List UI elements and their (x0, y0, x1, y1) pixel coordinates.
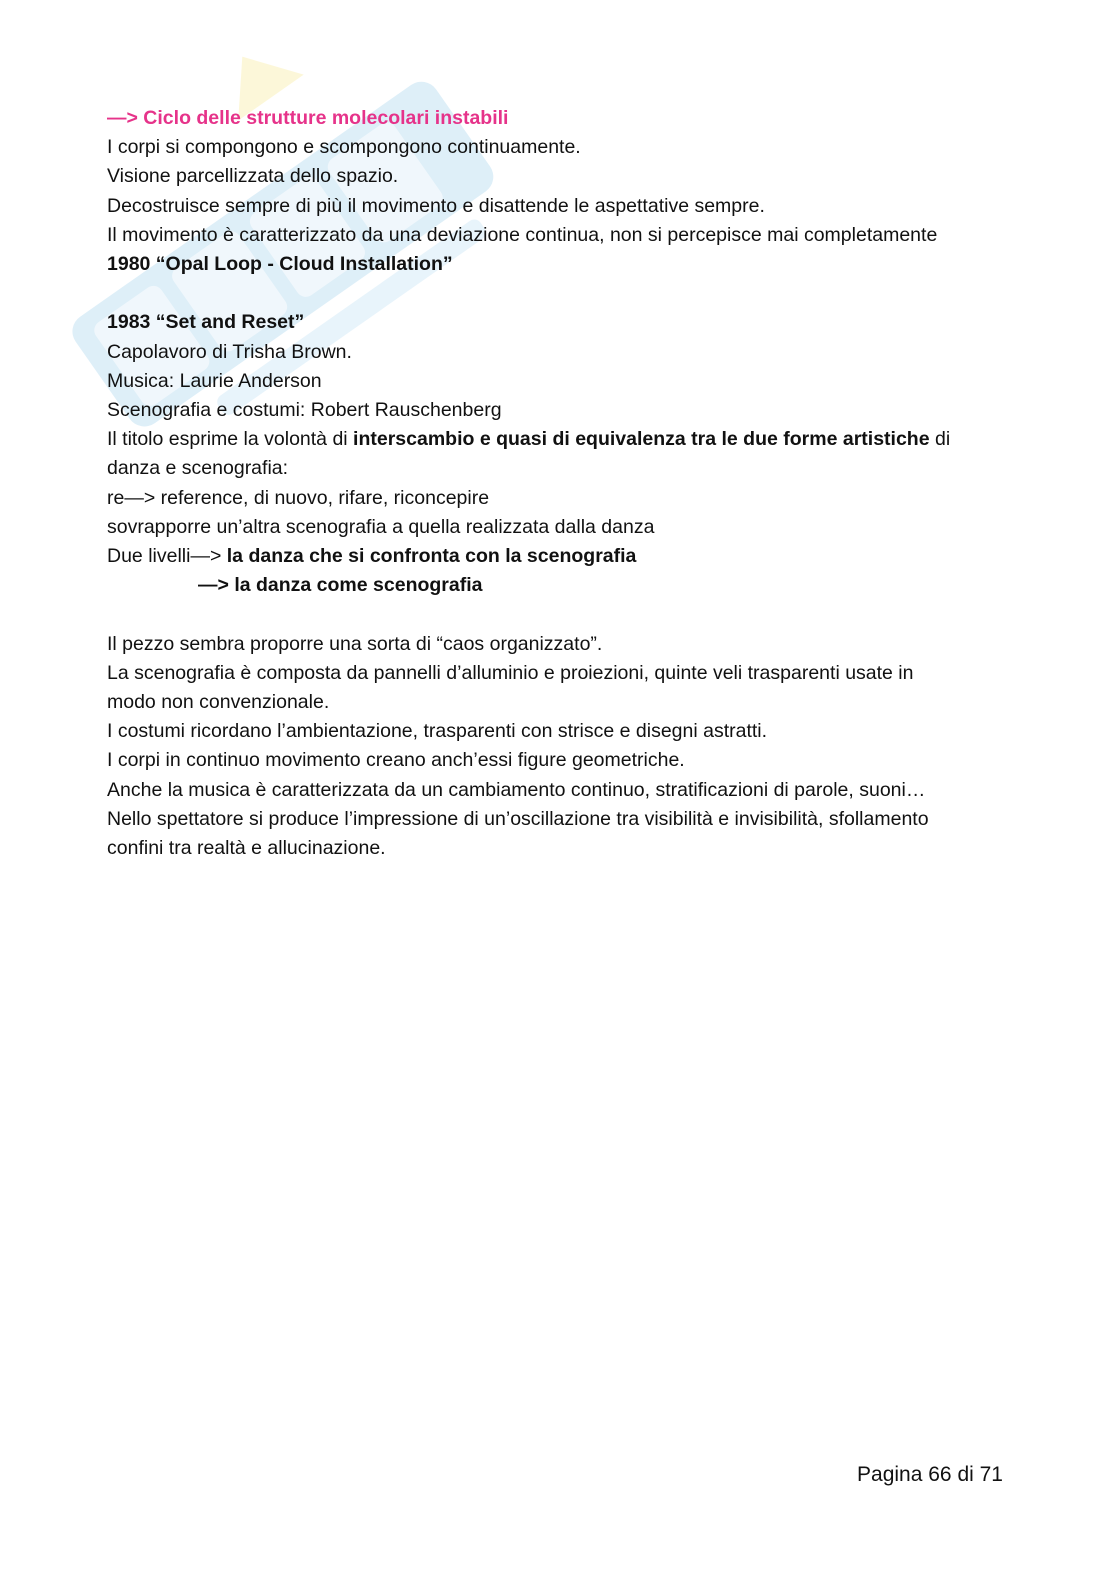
text-line: Il pezzo sembra proporre una sorta di “caos organizzato”. (107, 632, 603, 655)
text-line: Decostruisce sempre di più il movimento e disattende le aspettative sempre. (107, 194, 765, 217)
text-line: danza e scenografia: (107, 457, 289, 480)
text-line: modo non convenzionale. (107, 691, 330, 714)
level-2-arrow: —> (198, 574, 235, 597)
text-line: I corpi in continuo movimento creano anch’essi figure geometriche. (107, 749, 685, 772)
level-1: la danza che si confronta con la scenografia (226, 545, 637, 568)
text-line: I costumi ricordano l’ambientazione, trasparenti con strisce e disegni astratti. (107, 720, 768, 743)
blank-line (107, 279, 1007, 308)
title-sentence (107, 425, 1007, 454)
title-sentence-emphasis: interscambio e quasi di equivalenza tra le due forme artistiche (353, 428, 930, 451)
text-line: Scenografia e costumi: Robert Rauschenberg (107, 399, 502, 422)
blank-line (107, 600, 1007, 629)
level-2: la danza come scenografia (234, 574, 483, 597)
levels-line-2 (107, 571, 1007, 600)
levels-line-1 (107, 542, 1007, 571)
text-line: Anche la musica è caratterizzata da un cambiamento continuo, stratificazioni di parole, suoni… (107, 778, 926, 801)
text-line: Capolavoro di Trisha Brown. (107, 340, 352, 363)
text-line: Musica: Laurie Anderson (107, 369, 322, 392)
section-heading: —> Ciclo delle strutture molecolari instabili (107, 107, 509, 129)
text-line: re—> reference, di nuovo, rifare, riconcepire (107, 486, 490, 509)
work-title-set-and-reset: 1983 “Set and Reset” (107, 311, 305, 334)
text-line: I corpi si compongono e scompongono continuamente. (107, 136, 581, 159)
text-line: Nello spettatore si produce l’impressione di un’oscillazione tra visibilità e invisibilità, sfollamento (107, 807, 929, 830)
document-body (107, 104, 1007, 863)
work-title-opal-loop: 1980 “Opal Loop - Cloud Installation” (107, 253, 453, 276)
levels-prefix: Due livelli—> (107, 545, 227, 568)
text-line: Visione parcellizzata dello spazio. (107, 165, 399, 188)
title-sentence-after: di (929, 428, 951, 451)
text-line: Il movimento è caratterizzato da una deviazione continua, non si percepisce mai completamente (107, 223, 938, 246)
text-line: La scenografia è composta da pannelli d’alluminio e proiezioni, quinte veli trasparenti usate in (107, 661, 914, 684)
text-line: confini tra realtà e allucinazione. (107, 837, 386, 860)
title-sentence-before: Il titolo esprime la volontà di (107, 428, 354, 451)
text-line: sovrapporre un’altra scenografia a quella realizzata dalla danza (107, 515, 655, 538)
page-number: Pagina 66 di 71 (857, 1463, 1003, 1486)
